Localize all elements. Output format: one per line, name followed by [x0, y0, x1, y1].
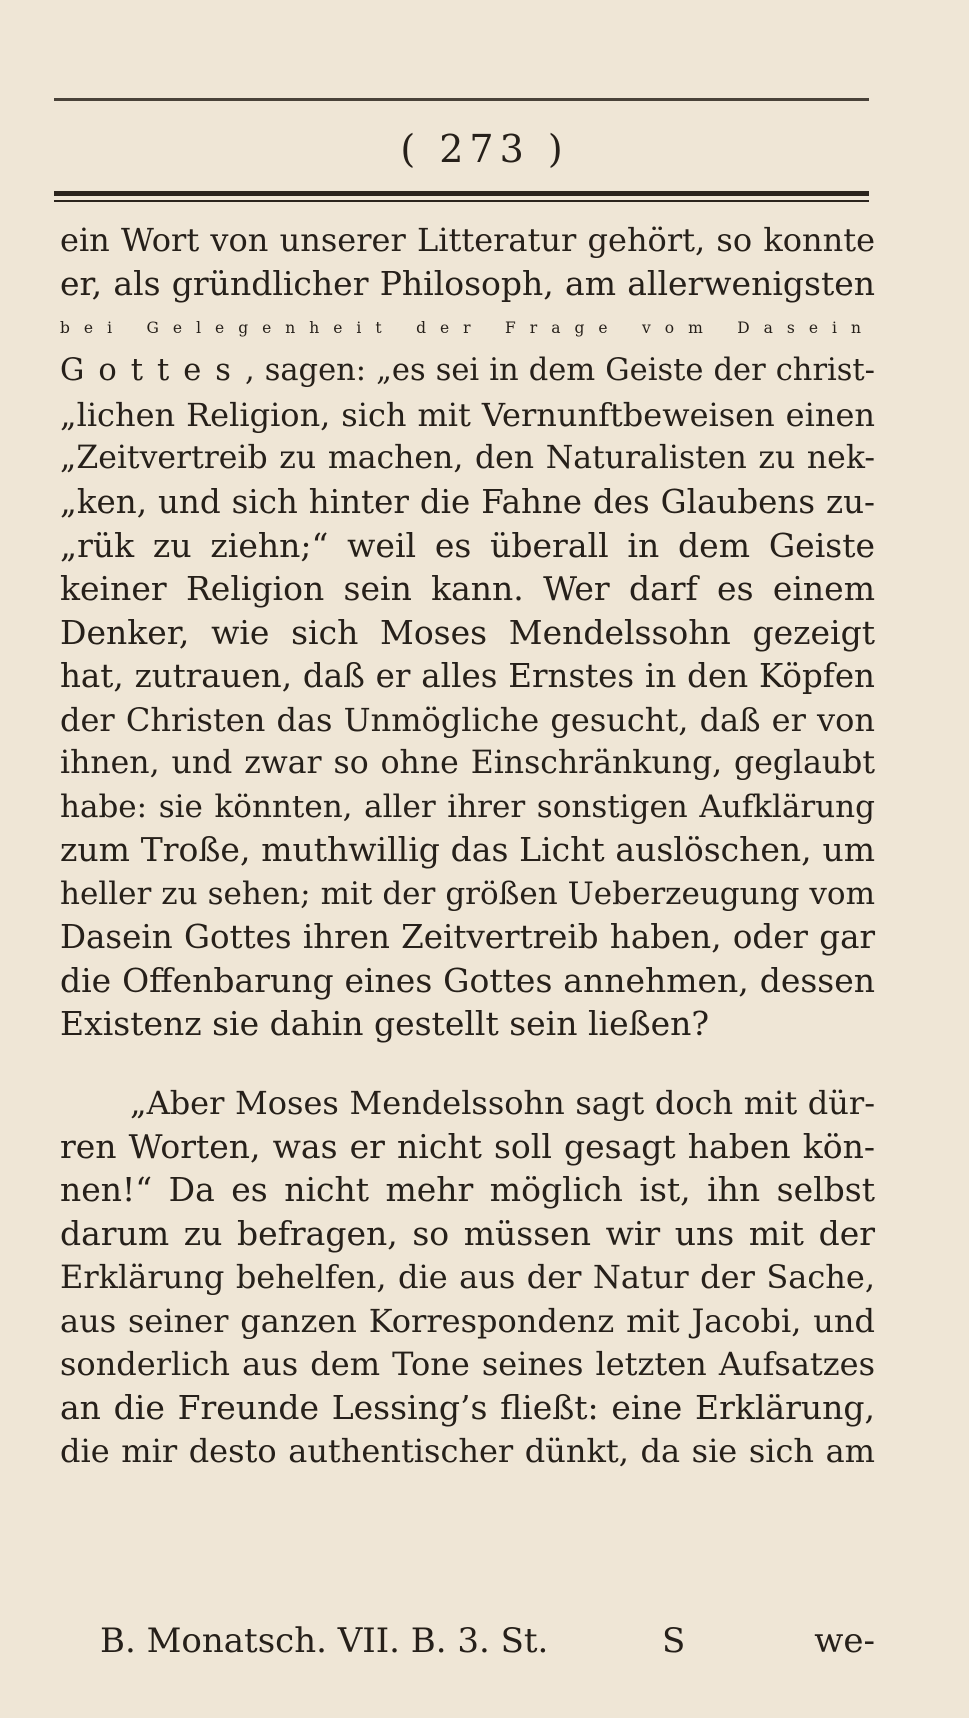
text-line: darum zu befragen, so müssen wir uns mit der [60, 1214, 875, 1253]
header-double-rule [54, 191, 869, 196]
text-line: Existenz sie dahin gestellt sein ließen? [60, 1004, 710, 1043]
text-line: „lichen Religion, sich mit Vernunftbeweisen einen [60, 396, 875, 434]
text-line: er, als gründlicher Philosoph, am allerwenigsten [60, 264, 875, 303]
catchword: we- [814, 1621, 875, 1661]
text-line: ren Worten, was er nicht soll gesagt haben kön- [60, 1127, 875, 1166]
text-line: ihnen, und zwar so ohne Einschränkung, geglaubt [60, 745, 875, 781]
text-line: die Offenbarung eines Gottes annehmen, dessen [60, 961, 875, 1000]
text-line-rest: , sagen: „es sei in dem Geiste der christ- [244, 353, 875, 388]
text-line: ein Wort von unserer Litteratur gehört, so konnte [60, 221, 875, 259]
page-number: ( 273 ) [400, 127, 569, 171]
text-line: aus seiner ganzen Korrespondenz mit Jacobi, und [60, 1302, 875, 1340]
text-line: „rük zu ziehn;“ weil es überall in dem Geiste [60, 526, 875, 565]
text-line: die mir desto authentischer dünkt, da sie sich am [60, 1432, 875, 1470]
text-line: zum Troße, muthwillig das Licht auslöschen, um [60, 830, 875, 869]
page-footer [100, 1616, 875, 1666]
text-line: bei Gelegenheit der Frage vom Dasein [60, 319, 875, 337]
text-line: an die Freunde Lessing’s fließt: eine Erklärung, [60, 1388, 875, 1427]
text-line: Denker, wie sich Moses Mendelssohn gezeigt [60, 613, 875, 652]
text-line: habe: sie könnten, aller ihrer sonstigen Aufklärung [60, 789, 875, 825]
text-line [60, 350, 875, 392]
text-line: heller zu sehen; mit der größen Ueberzeugung vom [60, 876, 875, 912]
signature-mark: B. Monatsch. VII. B. 3. St. [100, 1621, 549, 1661]
text-line: Erklärung behelfen, die aus der Natur der Sache, [60, 1258, 875, 1296]
text-line: sonderlich aus dem Tone seines letzten Aufsatzes [60, 1345, 875, 1383]
text-line: nen!“ Da es nicht mehr möglich ist, ihn selbst [60, 1170, 875, 1209]
text-line: hat, zutrauen, daß er alles Ernstes in den Köpfen [60, 657, 875, 695]
header-rule [54, 98, 869, 101]
text-line: keiner Religion sein kann. Wer darf es einem [60, 569, 875, 608]
text-line: „Aber Moses Mendelssohn sagt doch mit dür- [130, 1084, 875, 1122]
sheet-mark: S [662, 1621, 686, 1661]
text-line: der Christen das Unmögliche gesucht, daß er von [60, 701, 875, 739]
spaced-word: Gottes [60, 353, 245, 388]
text-line: „ken, und sich hinter die Fahne des Glaubens zu- [60, 483, 875, 521]
text-line: „Zeitvertreib zu machen, den Naturalisten zu nek- [60, 440, 875, 476]
header-double-rule-thin [54, 200, 869, 202]
text-line: Dasein Gottes ihren Zeitvertreib haben, oder gar [60, 918, 875, 956]
